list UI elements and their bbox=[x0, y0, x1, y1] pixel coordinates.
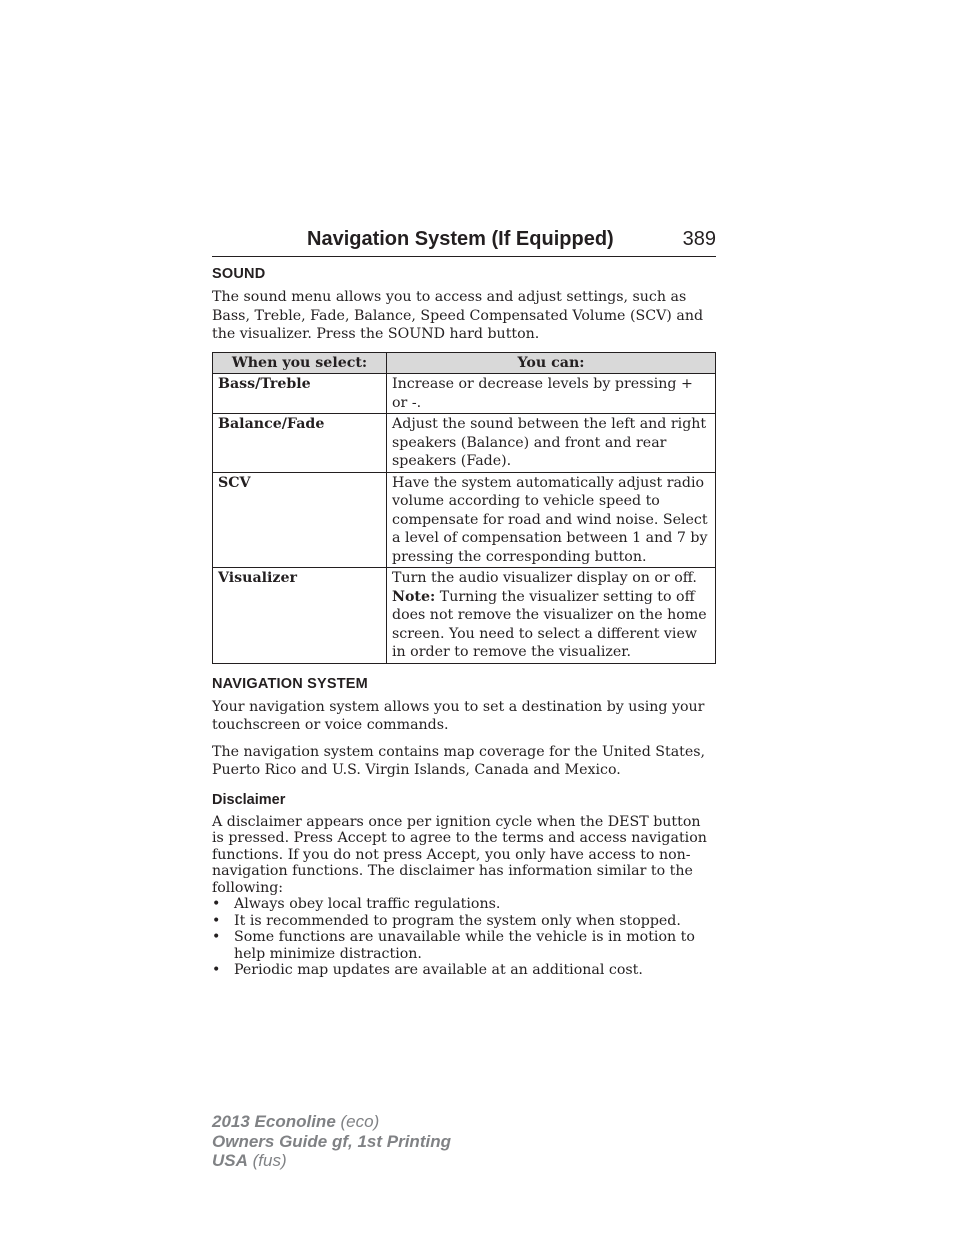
table-cell-select: Visualizer bbox=[213, 568, 387, 664]
list-item bbox=[212, 913, 716, 930]
footer-market: USA bbox=[212, 1151, 248, 1170]
table-header-row bbox=[213, 352, 716, 374]
list-item-text: It is recommended to program the system only when stopped. bbox=[234, 912, 681, 929]
navigation-heading: NAVIGATION SYSTEM bbox=[212, 675, 368, 692]
list-item-text: Some functions are unavailable while the vehicle is in motion to help minimize distraction. bbox=[234, 929, 695, 962]
list-item bbox=[212, 896, 716, 913]
list-item-text: Always obey local traffic regulations. bbox=[234, 896, 501, 912]
bullet: • bbox=[212, 896, 221, 912]
list-item-text: Periodic map updates are available at an additional cost. bbox=[234, 962, 643, 978]
table-cell-action: Increase or decrease levels by pressing + or -. bbox=[387, 374, 716, 414]
table-row bbox=[213, 472, 716, 568]
page-header bbox=[212, 228, 716, 257]
table-cell-action: Adjust the sound between the left and right speakers (Balance) and front and rear speakers (Fade). bbox=[387, 414, 716, 473]
footer-guide: Owners Guide gf, 1st Printing bbox=[212, 1131, 451, 1151]
table-cell-select: SCV bbox=[213, 472, 387, 568]
footer-line-market bbox=[212, 1151, 451, 1171]
chapter-title: Navigation System (If Equipped) bbox=[307, 228, 614, 250]
table-cell-select: Balance/Fade bbox=[213, 414, 387, 473]
navigation-paragraph-2: The navigation system contains map coverage for the United States, Puerto Rico and U.S. Virgin Islands, Canada and Mexico. bbox=[212, 743, 706, 778]
note-text: Turning the visualizer setting to off does not remove the visualizer on the home screen. You need to select a different view in order to remove the visualizer. bbox=[392, 588, 707, 660]
table-cell-select: Bass/Treble bbox=[213, 374, 387, 414]
table-cell-action: Have the system automatically adjust radio volume according to vehicle speed to compensate for road and wind noise. Select a level of compensation between 1 and 7 by pressing the corresponding button. bbox=[387, 472, 716, 568]
bullet: • bbox=[212, 912, 221, 929]
disclaimer-text: A disclaimer appears once per ignition cycle when the DEST button is pressed. Press Accept to agree to the terms and access navigation functions. If you do not press Accept, you only have access to non-navigation functions. The disclaimer has information similar to the following: bbox=[212, 813, 707, 896]
footer-market-code: (fus) bbox=[247, 1151, 287, 1170]
list-item bbox=[212, 962, 716, 979]
footer-model: 2013 Econoline bbox=[212, 1112, 336, 1131]
manual-page bbox=[212, 228, 716, 979]
column-header-select: When you select: bbox=[213, 352, 387, 374]
visualizer-action-text: Turn the audio visualizer display on or off. bbox=[392, 570, 697, 586]
disclaimer-list bbox=[212, 896, 716, 979]
sound-table bbox=[212, 352, 716, 664]
table-cell-action bbox=[387, 568, 716, 664]
sound-heading: SOUND bbox=[212, 266, 266, 282]
bullet: • bbox=[212, 962, 221, 978]
note-label: Note: bbox=[392, 588, 436, 605]
disclaimer-heading: Disclaimer bbox=[212, 791, 286, 808]
footer-line-model bbox=[212, 1112, 451, 1132]
footer-model-code: (eco) bbox=[335, 1112, 380, 1131]
bullet: • bbox=[212, 929, 221, 945]
sound-intro: The sound menu allows you to access and adjust settings, such as Bass, Treble, Fade, Balance, Speed Compensated Volume (SCV) and the visualizer. Press the SOUND hard button. bbox=[212, 289, 704, 342]
list-item bbox=[212, 929, 716, 962]
column-header-action: You can: bbox=[387, 352, 716, 374]
footer-line-guide bbox=[212, 1132, 451, 1152]
page-number: 389 bbox=[682, 228, 716, 250]
table-row bbox=[213, 374, 716, 414]
navigation-paragraph-1: Your navigation system allows you to set a destination by using your touchscreen or voice commands. bbox=[212, 698, 705, 733]
page-footer bbox=[212, 1112, 451, 1171]
table-row bbox=[213, 568, 716, 664]
table-row bbox=[213, 414, 716, 473]
